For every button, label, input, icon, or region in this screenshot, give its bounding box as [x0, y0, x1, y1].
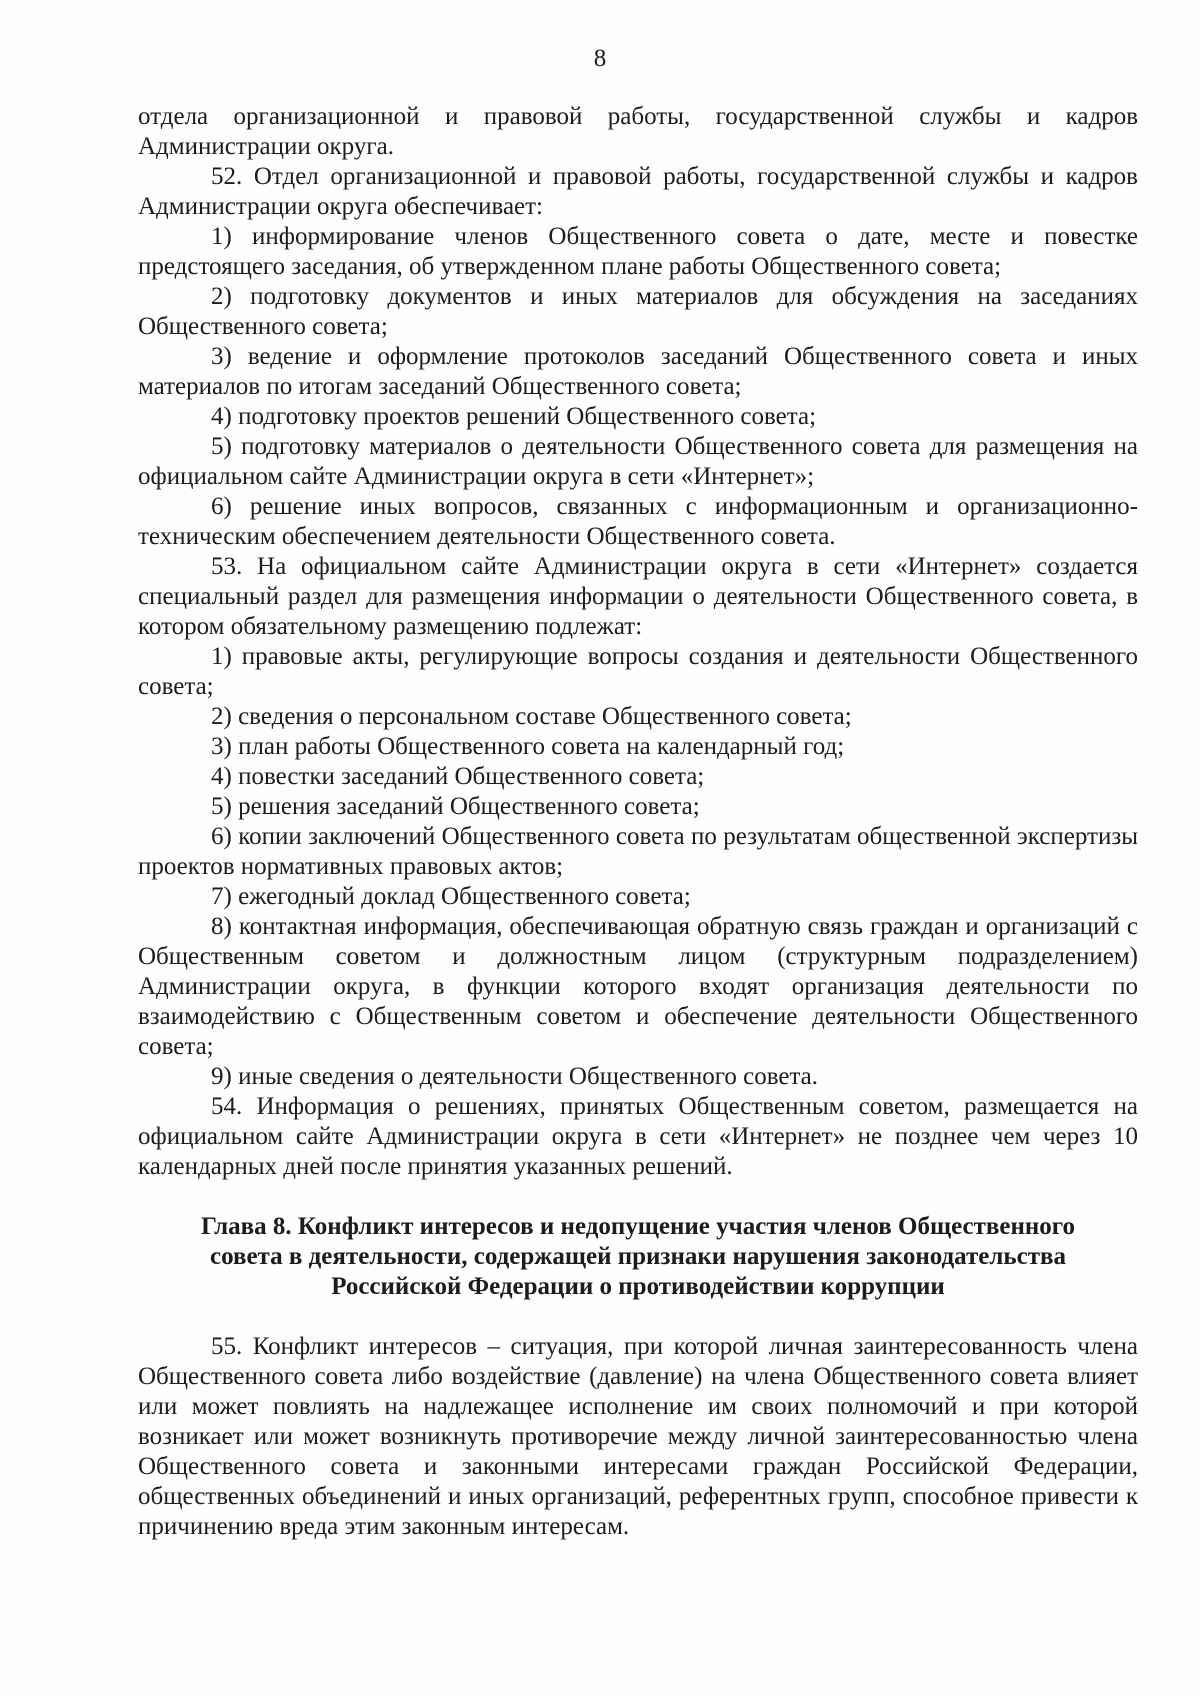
list-item-52-1: 1) информирование членов Общественного совета о дате, месте и повестке предстоящего заседания, об утвержденном плане работы Общественного совета;	[138, 223, 1138, 280]
list-item-53-7: 7) ежегодный доклад Общественного совета;	[211, 883, 691, 910]
chapter-heading-line-3: Российской Федерации о противодействии коррупции	[331, 1273, 945, 1300]
list-item-52-6: 6) решение иных вопросов, связанных с информационным и организационно-техническим обеспечением деятельности Общественного совета.	[138, 493, 1138, 550]
document-body	[138, 102, 1138, 1542]
list-item-53-1: 1) правовые акты, регулирующие вопросы создания и деятельности Общественного совета;	[138, 643, 1138, 700]
list-item-52-2: 2) подготовку документов и иных материалов для обсуждения на заседаниях Общественного совета;	[138, 283, 1138, 340]
chapter-heading-line-1: Глава 8. Конфликт интересов и недопущение участия членов Общественного	[200, 1213, 1075, 1240]
page-number: 8	[593, 45, 607, 72]
paragraph-52: 52. Отдел организационной и правовой работы, государственной службы и кадров Администрации округа обеспечивает:	[138, 163, 1138, 220]
list-item-53-4: 4) повестки заседаний Общественного совета;	[211, 763, 705, 790]
paragraph-continuation: отдела организационной и правовой работы, государственной службы и кадров Администрации округа.	[138, 103, 1138, 160]
list-item-53-2: 2) сведения о персональном составе Общественного совета;	[211, 703, 852, 730]
chapter-heading	[138, 1212, 1138, 1302]
list-item-53-5: 5) решения заседаний Общественного совета;	[211, 793, 700, 820]
paragraph-55: 55. Конфликт интересов – ситуация, при которой личная заинтересованность члена Общественного совета либо воздействие (давление) на члена Общественного совета влияет или может повлиять на надлежащее исполнение им своих полномочий и при которой возникает или может возникнуть противоречие между личной заинтересованностью члена Общественного совета и законными интересами граждан Российской Федерации, общественных объединений и иных организаций, референтных групп, способное привести к причинению вреда этим законным интересам.	[138, 1333, 1138, 1540]
list-item-53-8: 8) контактная информация, обеспечивающая обратную связь граждан и организаций с Общественным советом и должностным лицом (структурным подразделением) Администрации округа, в функции которого входят организация деятельности по взаимодействию с Общественным советом и обеспечение деятельности Общественного совета;	[138, 913, 1138, 1060]
chapter-heading-line-2: совета в деятельности, содержащей признаки нарушения законодательства	[209, 1243, 1067, 1270]
list-item-52-3: 3) ведение и оформление протоколов заседаний Общественного совета и иных материалов по итогам заседаний Общественного совета;	[138, 343, 1138, 400]
paragraph-53: 53. На официальном сайте Администрации округа в сети «Интернет» создается специальный раздел для размещения информации о деятельности Общественного совета, в котором обязательному размещению подлежат:	[138, 553, 1138, 640]
list-item-53-6: 6) копии заключений Общественного совета по результатам общественной экспертизы проектов нормативных правовых актов;	[138, 823, 1138, 880]
list-item-52-4: 4) подготовку проектов решений Общественного совета;	[211, 403, 817, 430]
paragraph-54: 54. Информация о решениях, принятых Общественным советом, размещается на официальном сайте Администрации округа в сети «Интернет» не позднее чем через 10 календарных дней после принятия указанных решений.	[138, 1093, 1138, 1180]
list-item-52-5: 5) подготовку материалов о деятельности Общественного совета для размещения на официальном сайте Администрации округа в сети «Интернет»;	[138, 433, 1138, 490]
list-item-53-9: 9) иные сведения о деятельности Общественного совета.	[211, 1063, 819, 1090]
list-item-53-3: 3) план работы Общественного совета на календарный год;	[211, 733, 845, 760]
